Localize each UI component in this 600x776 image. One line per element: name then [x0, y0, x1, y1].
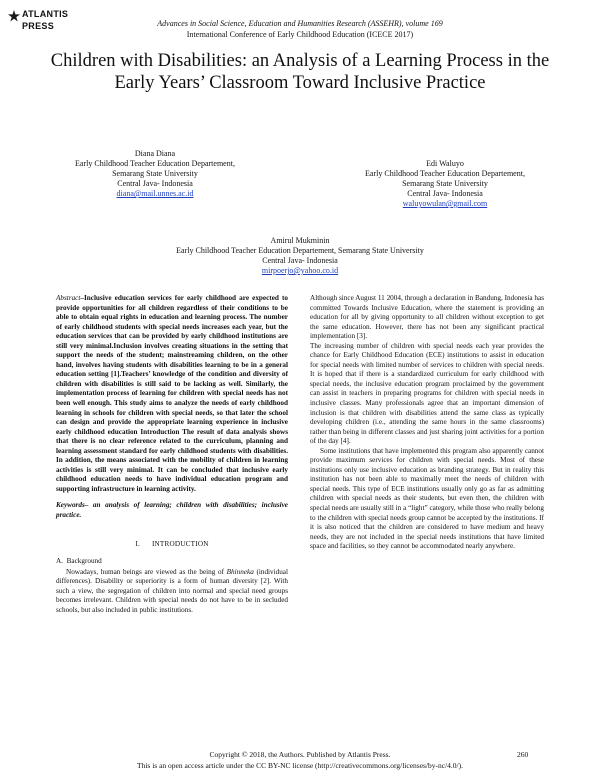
keywords-label: Keywords — [56, 501, 85, 510]
section-heading — [56, 540, 288, 550]
subsection-title: Background — [66, 557, 102, 566]
section-number: I. — [135, 539, 140, 548]
body-paragraph: Although since August 11 2004, through a declaration in Bandung, Indonesia has committed Towards Inclusive Education, where the statement is providing an education for all by giving opportunity to all children without exception to get the same education. However, there has not been any significant practical implementation [3]. — [310, 294, 544, 341]
left-column — [56, 294, 288, 615]
author-email-link[interactable]: waluyowulan@gmail.com — [402, 199, 488, 208]
copyright-line: Copyright © 2018, the Authors. Published by Atlantis Press. — [209, 750, 391, 759]
intro-paragraph — [56, 568, 288, 616]
author-city: Central Java- Indonesia — [262, 256, 338, 265]
intro-text-start: Nowadays, human beings are viewed as the being of — [66, 567, 227, 576]
body-paragraph: The increasing number of children with special needs each year provides the chance for Early Childhood Education (ECE) institutions to assist in education for special needs with limited number of services to children with special needs. It is hoped that if there is a standardized curriculum for early childhood with special needs, the inclusive education program proclaimed by the government can assist in teachers in preparing programs for children with special needs in inclusive classes. Many professionals agree that an important dimension of inclusion is that children with disabilities attend the same class as typically developing children (i.e., attending the same hours in the same classrooms) rather than being in different classes and just sharing joint activities for a portion of the day [4]. — [310, 341, 544, 446]
author-block-3 — [80, 236, 520, 276]
author-univ: Semarang State University — [112, 169, 198, 178]
logo-line-1: ATLANTIS — [22, 9, 69, 19]
author-email-link[interactable]: diana@mail.unnes.ac.id — [116, 189, 194, 198]
keywords — [56, 501, 288, 520]
author-dept: Early Childhood Teacher Education Departement, — [365, 169, 525, 178]
right-column — [310, 294, 544, 552]
paper-title: Children with Disabilities: an Analysis of a Learning Process in the Early Years’ Classroom Toward Inclusive Practice — [50, 51, 550, 93]
intro-italic-term: Bhinneka — [226, 567, 254, 576]
section-title: INTRODUCTION — [151, 539, 209, 548]
author-city: Central Java- Indonesia — [407, 189, 483, 198]
abstract-label: Abstract — [56, 294, 81, 302]
intro-text-end: (individual differences). Disability or superiority is a form of human diversity [2]. With such a view, the segregation of children into normal and special need groups becomes irrelevant. Children with special needs do not have to be in secluded schools, but also included in public institutions. — [56, 567, 288, 614]
conference-header: International Conference of Early Childhood Education (ICECE 2017) — [186, 30, 414, 39]
logo-line-2: PRESS — [22, 21, 55, 31]
publisher-logo — [8, 7, 88, 37]
page-number: 260 — [517, 750, 529, 759]
author-block-2 — [325, 159, 565, 209]
license-line: This is an open access article under the CC BY-NC license (http://creativecommons.org/licenses/by-nc/4.0/). — [136, 761, 464, 770]
abstract — [56, 294, 288, 494]
author-block-1 — [40, 149, 270, 199]
author-city: Central Java- Indonesia — [117, 179, 193, 188]
author-univ: Semarang State University — [402, 179, 488, 188]
journal-header: Advances in Social Science, Education and Humanities Research (ASSEHR), volume 169 — [157, 19, 443, 28]
author-dept: Early Childhood Teacher Education Departement, Semarang State University — [176, 246, 424, 255]
author-email-link[interactable]: mirpoerjo@yahoo.co.id — [261, 266, 339, 275]
author-name: Amirul Mukminin — [270, 236, 330, 245]
author-name: Diana Diana — [134, 149, 176, 158]
star-icon — [8, 10, 20, 22]
subsection-heading — [56, 557, 288, 567]
abstract-text: –Inclusive education services for early childhood are expected to provide opportunities for all children regardless of their conditions to be able to obtain equal rights in education and learning process. The number of early childhood students with special needs increases each year, but the education services that can be provided by early childhood institutions are still very minimal.Inclusion involves creating situations in the setting that support the needs of the student; mainstreaming children, on the other hand, involves having students with disabilities learning to be in a general education setting [1].Teachers’ knowledge of the condition and diversity of children with disabilities is still said to be lacking as well. Similarly, the implementation process of learning for children with special needs has not been well enough. This study aims to analyze the needs of early childhood learning in schools for children with special needs, so that later the school can design and provide the appropriate learning experience in inclusive early childhood education Introduction The result of data analysis shows that there is no clear reference related to the curriculum, planning and learning assessment standard for early childhood students with disabilities. In addition, the means associated with the mobility of children in learning activities is still very minimal. It can be concluded that inclusive early childhood education needs to have individual education program and supporting infrastructure in learning activity. — [56, 294, 288, 493]
author-name: Edi Waluyo — [426, 159, 464, 168]
body-paragraph: Some institutions that have implemented this program also apparently cannot provide maximum services for children with special needs. Most of these institutions only use inclusive education as branding strategy. But in reality this institution has not been able to maximally meet the needs of children with special needs. This type of ECE institutions usually only go as far as admitting children with special needs as their students, but even then, the children with special needs are usually still in a “light” category, while those who really belong to the children with special needs group cannot be accepted by the institutions. If it is also noticed that the children are considered to have medium and heavy needs, they are not included in the special needs institutions that have limited space and facilities, so they cannot be accommodated nearly anywhere. — [310, 446, 544, 551]
subsection-letter: A. — [56, 557, 63, 566]
keywords-text: – an analysis of learning; children with disabilities; inclusive practice. — [56, 501, 288, 520]
author-dept: Early Childhood Teacher Education Departement, — [75, 159, 235, 168]
